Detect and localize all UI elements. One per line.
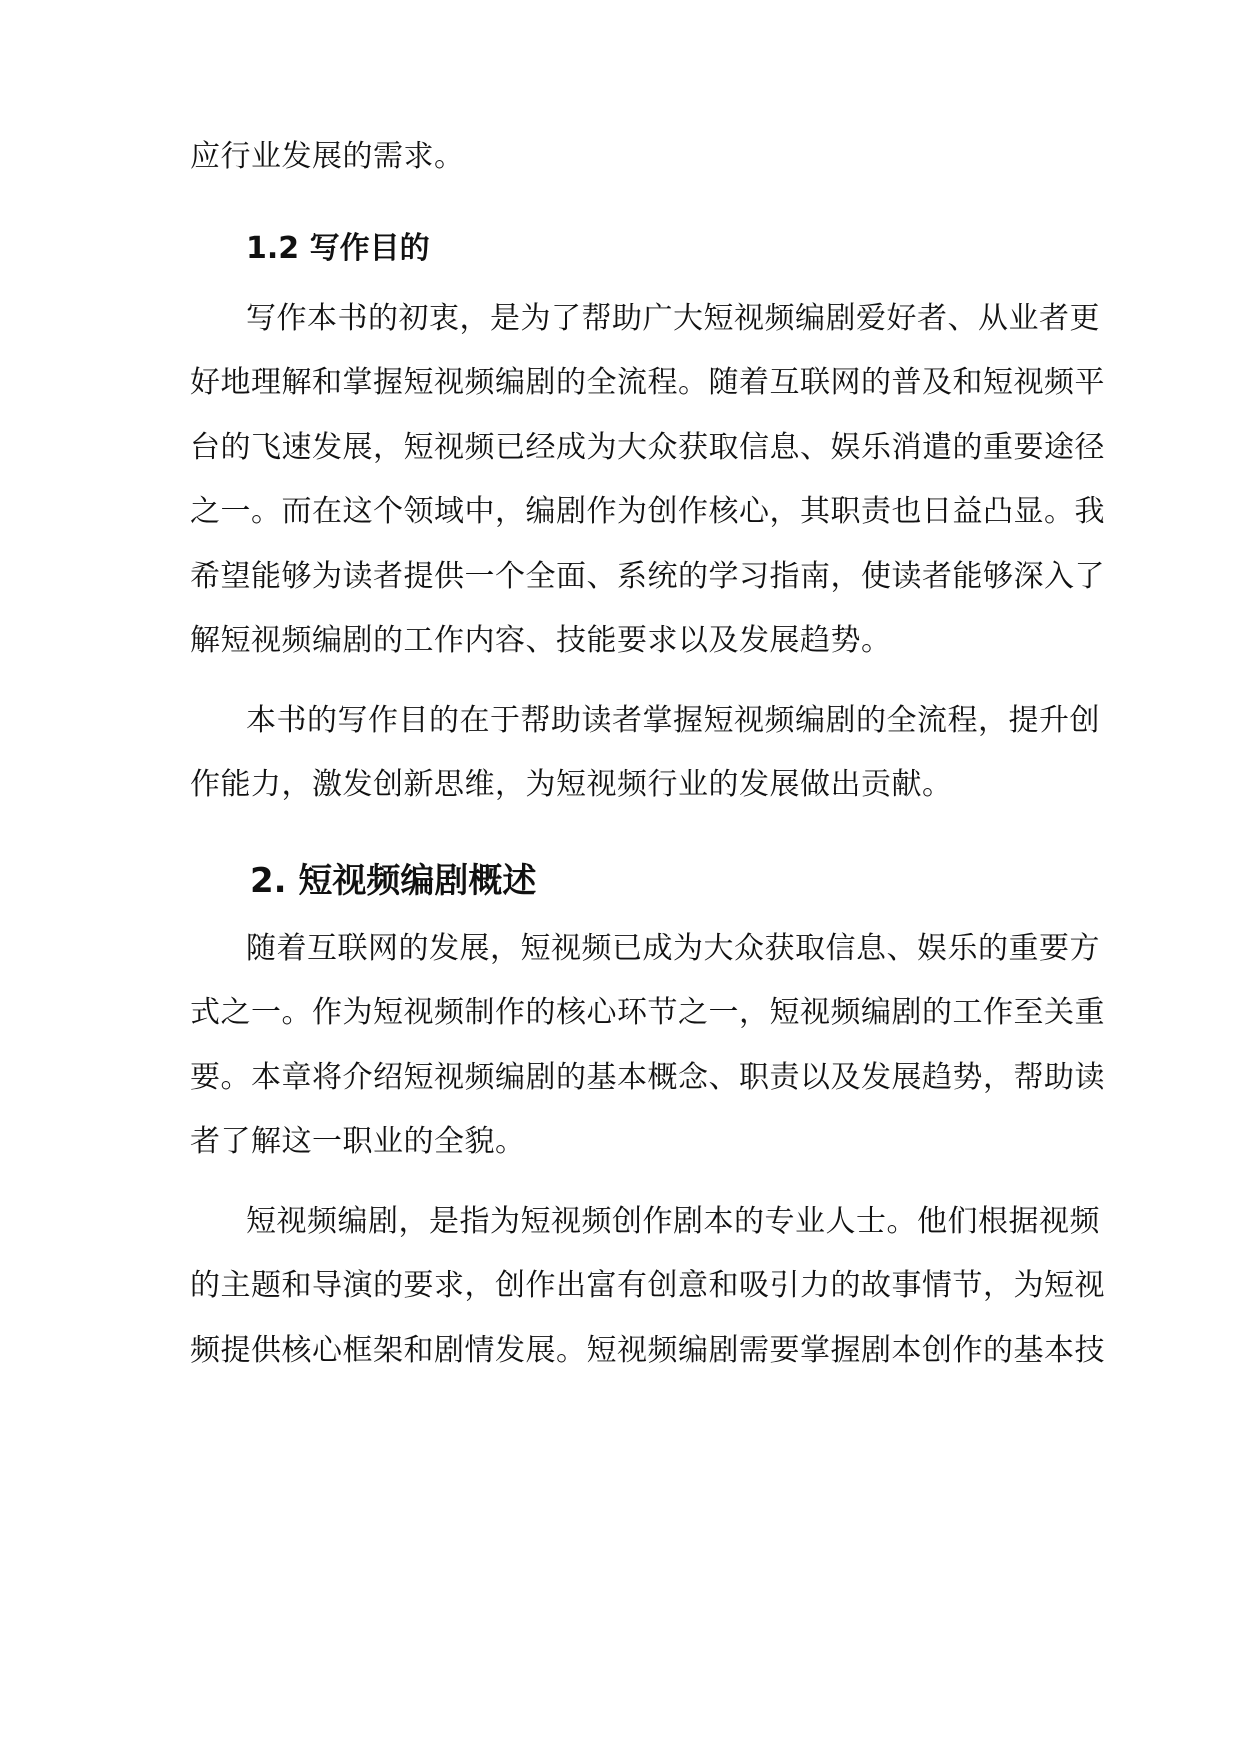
body-text-line: 解短视频编剧的工作内容、技能要求以及发展趋势。 [190,623,892,658]
chapter-heading: 2. 短视频编剧概述 [250,861,537,901]
section-heading: 1.2 写作目的 [246,231,430,266]
body-text-line: 者了解这一职业的全貌。 [190,1124,526,1159]
body-text-line: 应行业发展的需求。 [190,139,465,174]
body-text-line: 随着互联网的发展，短视频已成为大众获取信息、娱乐的重要方 [246,931,1100,966]
body-text-line: 作能力，激发创新思维，为短视频行业的发展做出贡献。 [190,767,953,802]
body-text-line: 好地理解和掌握短视频编剧的全流程。随着互联网的普及和短视频平 [190,365,1105,400]
body-text-line: 台的飞速发展，短视频已经成为大众获取信息、娱乐消遣的重要途径 [190,430,1105,465]
body-text-line: 短视频编剧，是指为短视频创作剧本的专业人士。他们根据视频 [246,1204,1100,1239]
body-text-line: 要。本章将介绍短视频编剧的基本概念、职责以及发展趋势，帮助读 [190,1060,1105,1095]
body-text-line: 式之一。作为短视频制作的核心环节之一，短视频编剧的工作至关重 [190,995,1105,1030]
body-text-line: 的主题和导演的要求，创作出富有创意和吸引力的故事情节，为短视 [190,1268,1105,1303]
body-text-line: 之一。而在这个领域中，编剧作为创作核心，其职责也日益凸显。我 [190,494,1105,529]
body-text-line: 频提供核心框架和剧情发展。短视频编剧需要掌握剧本创作的基本技 [190,1333,1105,1368]
body-text-line: 希望能够为读者提供一个全面、系统的学习指南，使读者能够深入了 [190,559,1105,594]
body-text-line: 写作本书的初衷，是为了帮助广大短视频编剧爱好者、从业者更 [246,301,1100,336]
body-text-line: 本书的写作目的在于帮助读者掌握短视频编剧的全流程，提升创 [246,703,1100,738]
